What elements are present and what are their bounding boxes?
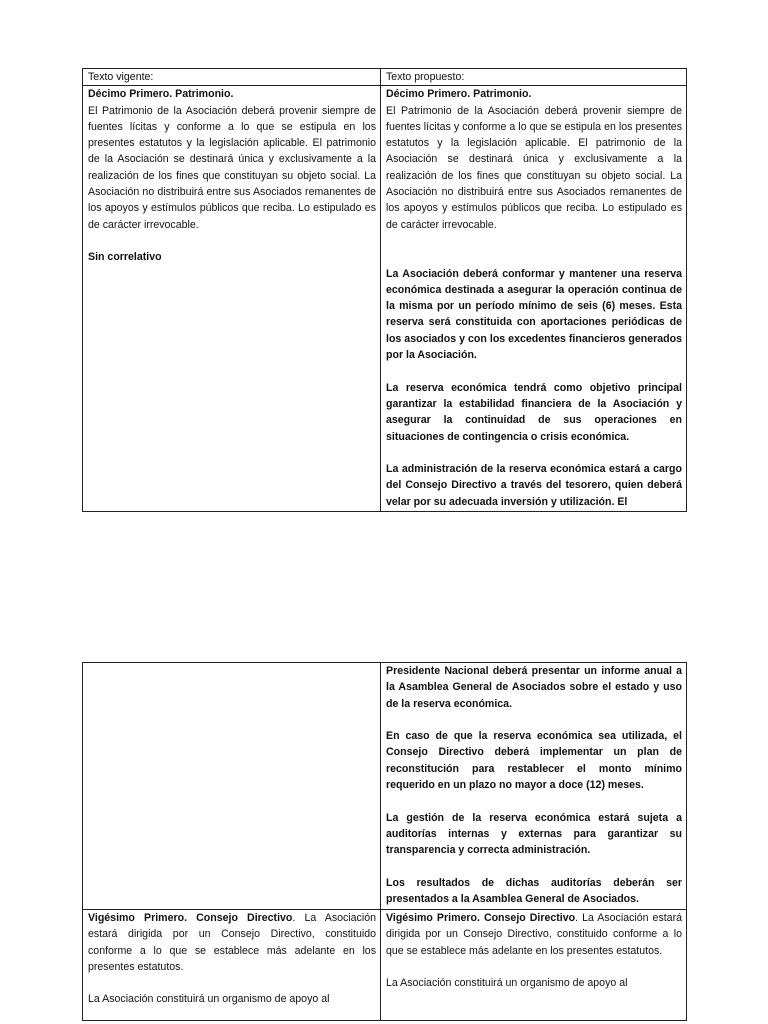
header-proposed-text: Texto propuesto: [381,69,687,86]
article-paragraph [88,910,376,975]
article-text: . La Asociación estará dirigida por un Consejo Directivo, constituido conforme a lo que se establece más adelante en los presentes estatutos. [386,912,682,957]
article-text: . La Asociación estará dirigida por un Consejo Directivo, constituido conforme a lo que se establece más adelante en los presentes estatutos. [88,912,376,973]
proposed-paragraph: La gestión de la reserva económica estará sujeta a auditorías internas y externas para garantizar su transparencia y correcta administración. [386,811,682,857]
proposed-paragraph: Los resultados de dichas auditorías deberán ser presentados a la Asamblea General de Asociados. [386,876,682,906]
table-header-row [83,69,687,86]
current-text-cell [83,910,381,1021]
current-text-cell [83,86,381,512]
table-row [83,663,687,910]
article-title: Décimo Primero. Patrimonio. [88,88,234,101]
proposed-paragraph: La administración de la reserva económica estará a cargo del Consejo Directivo a través del tesorero, quien deberá velar por su adecuada inversión y utilización. El [386,463,682,508]
no-correlative-label: Sin correlativo [88,251,162,264]
article-paragraph: El Patrimonio de la Asociación deberá provenir siempre de fuentes lícitas y conforme a lo que se estipula en los presentes estatutos y la legislación aplicable. El patrimonio de la Asociación se destinará única y exclusivamente a la realización de los fines que constituyan su objeto social. La Asociación no distribuirá entre sus Asociados remanentes de los apoyos y estímulos públicos que reciba. Lo estipulado es de carácter irrevocable. [88,104,376,231]
proposed-text-cell [381,663,687,910]
proposed-text-cell [381,910,687,1021]
article-title: Vigésimo Primero. Consejo Directivo [386,912,576,924]
comparison-table-1 [82,68,687,512]
article-title: Vigésimo Primero. Consejo Directivo [88,912,293,924]
proposed-paragraph: La reserva económica tendrá como objetivo principal garantizar la estabilidad financiera de la Asociación y asegurar la continuidad de sus operaciones en situaciones de contingencia o crisis económica. [386,381,682,443]
proposed-paragraph: Presidente Nacional deberá presentar un informe anual a la Asamblea General de Asociados sobre el estado y uso de la reserva económica. [386,665,682,710]
table-row [83,86,687,512]
article-paragraph: El Patrimonio de la Asociación deberá provenir siempre de fuentes lícitas y conforme a lo que se estipula en los presentes estatutos y la legislación aplicable. El patrimonio de la Asociación se destinará única y exclusivamente a la realización de los fines que constituyan su objeto social. La Asociación no distribuirá entre sus Asociados remanentes de los apoyos y estímulos públicos que reciba. Lo estipulado es de carácter irrevocable. [386,104,682,231]
current-text-cell-empty [83,663,381,910]
article-paragraph: La Asociación constituirá un organismo de apoyo al [88,993,330,1006]
header-current-text: Texto vigente: [83,69,381,86]
proposed-text-cell [381,86,687,512]
comparison-table-2 [82,662,687,1021]
article-paragraph: La Asociación constituirá un organismo de apoyo al [386,977,628,990]
article-title: Décimo Primero. Patrimonio. [386,88,532,101]
proposed-paragraph: La Asociación deberá conformar y mantener una reserva económica destinada a asegurar la operación continua de la misma por un período mínimo de seis (6) meses. Esta reserva será constituida con aportaciones periódicas de los asociados y con los excedentes financieros generados por la Asociación. [386,267,682,362]
article-paragraph [386,910,682,959]
table-row [83,910,687,1021]
proposed-paragraph: En caso de que la reserva económica sea utilizada, el Consejo Directivo deberá implementar un plan de reconstitución para restablecer el monto mínimo requerido en un plazo no mayor a doce (12) meses. [386,730,682,792]
